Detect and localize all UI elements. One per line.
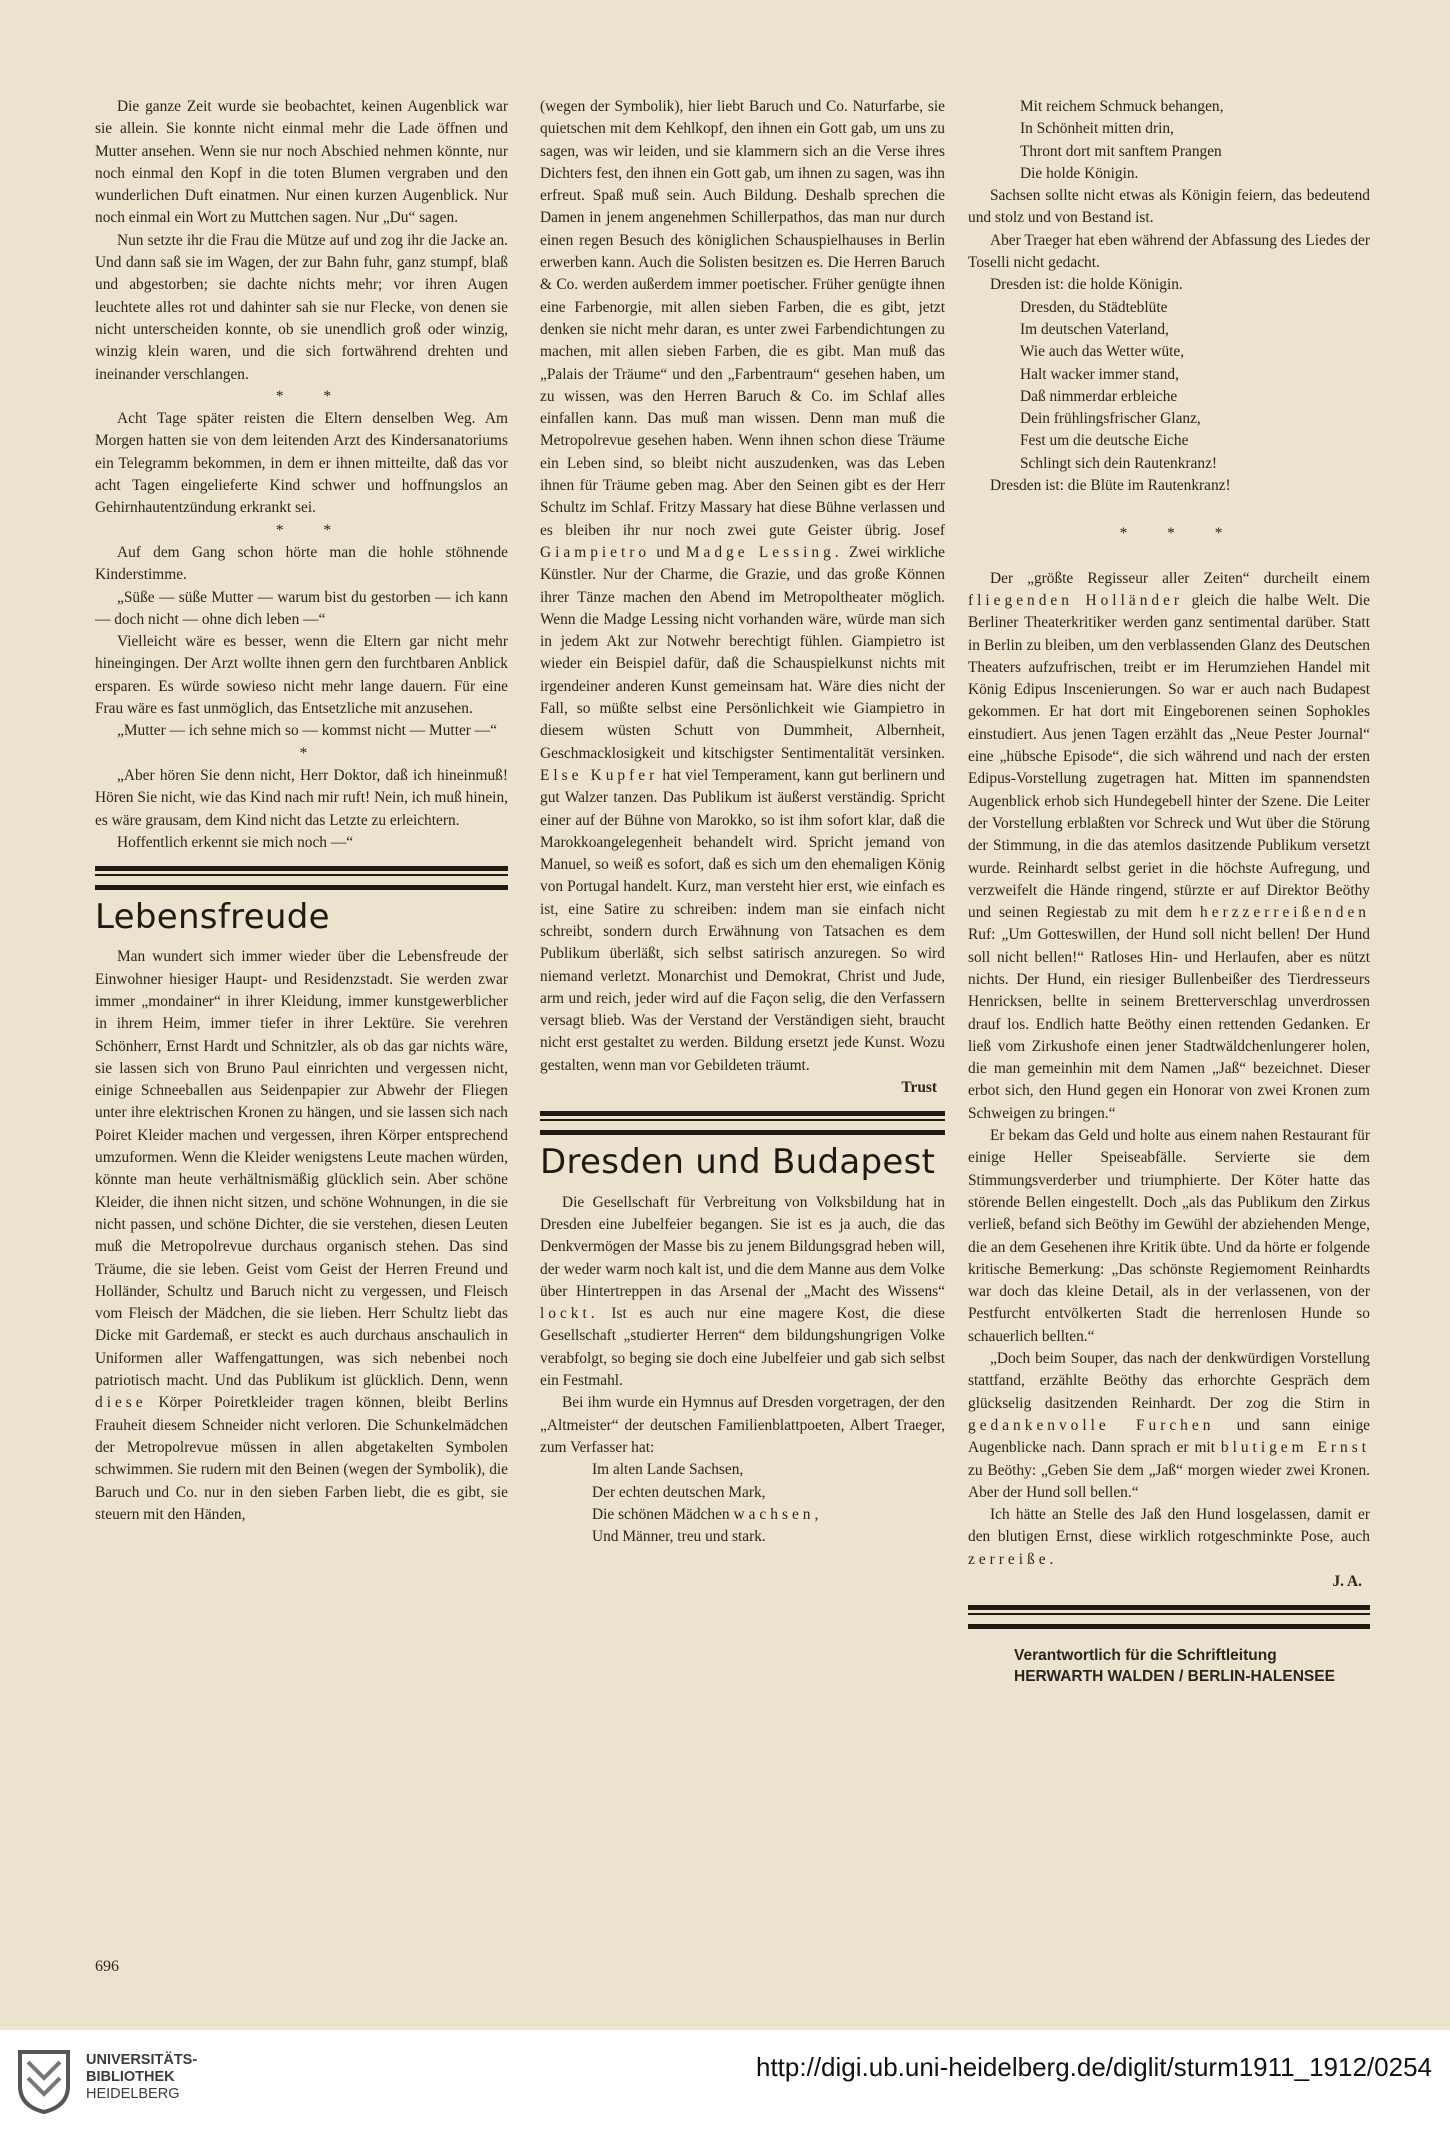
text-run: Der „größte Regisseur aller Zeiten“ durcheilt einem xyxy=(990,569,1370,587)
section-divider-stars: * xyxy=(299,744,326,762)
article-heading: Lebensfreude xyxy=(95,897,330,938)
paragraph: Er bekam das Geld und holte aus einem nahen Restaurant für einige Heller Speiseabfälle. Servierte sie dem Stimmungsverderber und triumphierte. Der Köter hatte das störende Bellen eingestellt. Doch „als das Publikum den Zirkus verließ, befand sich Beöthy im Gewühl der abziehenden Menge, die an dem Gesehenen ihre Kritik übte. Und da hörte er folgende kritische Bemerkung: „Das schönste Regiemoment Reinhardts war doch das kleine Detail, als in der verlassenen, von der Pestfurcht entvölkerten Stadt die herrenlosen Hunde so schauerlich bellten.“ xyxy=(968,1127,1370,1345)
institution-line: HEIDELBERG xyxy=(86,2086,180,2102)
text-run: gleich die halbe Welt. Die Berliner Theaterkritiker werden ganz sentimental darüber. Statt in Berlin zu bleiben, um den verblassenden Glanz des Deutschen Theaters aufzufrischen, treibt er im Herumziehen Handel mit König Edipus Inscenierungen. So war er auch nach Budapest gekommen. Er hat dort mit Eingeborenen seinen Sophokles einstudiert. Aus jenen Tagen erzählt das „Neue Pester Journal“ eine „hübsche Episode“, die sich während und nach der ersten Edipus-Vorstellung zugetragen hat. Mitten im spannendsten Augenblick erhob sich Hundegebell hinter der Szene. Die Leiter der Vorstellung erblaßten vor Schreck und Wut über die Störung der Stimmung, in die das atemlos dasitzende Publikum versetzt wurde. Reinhardt selbst geriet in die höchste Aufregung, und verzweifelt die Hände ringend, stürzte er auf Direktor Beöthy und seinen Regiestab zu mit dem xyxy=(968,591,1370,922)
university-library-logo-icon xyxy=(14,2048,74,2114)
paragraph: Acht Tage später reisten die Eltern denselben Weg. Am Morgen hatten sie von dem leitenden Arzt des Kindersanatoriums ein Telegramm bekommen, in dem er ihnen mitteilte, daß das vor acht Tagen eingelieferte Kind schwer und hoffnungslos an Gehirnhautentzündung erkrankt sei. xyxy=(95,410,508,517)
poem-line: Wie auch das Wetter wüte, xyxy=(1020,343,1185,361)
poem-line: Dresden, du Städteblüte xyxy=(1020,298,1168,316)
spaced-text: fliegenden Holländer xyxy=(968,591,1184,609)
paragraph xyxy=(968,1348,1370,1504)
paragraph xyxy=(95,946,508,1526)
paragraph: Hoffentlich erkennt sie mich noch —“ xyxy=(117,833,354,851)
text-run: hat viel Temperament, kann gut berlinern und gut Walzer tanzen. Das Publikum ist äußerst verständig. Spricht einer auf der Bühne von Marokko, so ist ihm sofort klar, daß die Marokkoangelegenheit behandelt wird. Spricht jemand von Manuel, so weiß es sofort, daß es sich um den ehemaligen König von Portugal handelt. Kurz, man versteht hier erst, wie einfach es ist, eine Satire zu schreiben: indem man sie einfach nicht schreibt, sondern durch Erwähnung von Tatsachen es dem Publikum überläßt, sich selbst satirisch anzuregen. So wird niemand verletzt. Monarchist und Demokrat, Christ und Jude, arm und reich, jeder wird auf die Façon selig, die den Verfassern versagt blieb. Was der Verstand der Verständigen sieht, braucht nicht erst gestaltet zu werden. Bildung ersetzt jede Kunst. Wozu gestalten, wenn man vor Gebildeten träumt. xyxy=(540,766,945,1074)
spaced-text: lockt. xyxy=(540,1305,599,1323)
paragraph: Auf dem Gang schon hörte man die hohle stöhnende Kinderstimme. xyxy=(95,543,508,584)
section-divider-stars: * * * xyxy=(1119,525,1241,543)
poem-line: Daß nimmerdar erbleiche xyxy=(1020,387,1178,405)
paragraph xyxy=(540,96,945,1077)
spaced-text: Giampietro xyxy=(540,543,651,561)
text-run: Zwei wirkliche Künstler. Nur der Charme, die Grazie, und das große Können ihrer Tänze machen den Abend im Metropoltheater möglich. Wenn die Madge Lessing nicht vorhanden wäre, würde man sich in jedem Akt zur Notwehr berechtigt fühlen. Giampietro ist wieder ein Beispiel dafür, daß die Schauspielkunst nichts mit irgendeiner anderen Kunst gemeinsam hat. Wäre dies nicht der Fall, so müßte selbst eine Persönlichkeit wie Giampietro in diesem wüsten Schutt von Dummheit, Albernheit, Geschmacklosigkeit und kitschigster Sentimentalität versinken. xyxy=(540,543,946,762)
article-heading: Dresden und Budapest xyxy=(540,1142,936,1183)
institution-line: BIBLIOTHEK xyxy=(86,2069,175,2085)
page-number: 696 xyxy=(95,1958,119,1975)
poem-line: In Schönheit mitten drin, xyxy=(1020,120,1174,138)
section-divider-stars: * * xyxy=(275,521,350,539)
poem-line: Fest um die deutsche Eiche xyxy=(1020,432,1189,450)
text-run: und sann einige Augenblicke nach. Dann sprach er mit xyxy=(968,1416,1370,1457)
text-run: „Doch beim Souper, das nach der denkwürdigen Vorstellung stattfand, erzählte Beöthy das erhorchte Gespräch dem glückselig dasitzenden Reinhardt. Der zog die Stirn in xyxy=(968,1350,1370,1412)
column-right xyxy=(968,96,1370,1687)
institution-line: UNIVERSITÄTS- xyxy=(86,2052,198,2068)
poem-stanza xyxy=(968,297,1370,475)
text-run: und xyxy=(656,543,680,561)
paragraph: Dresden ist: die Blüte im Rautenkranz! xyxy=(990,477,1231,495)
poem-line: Dein frühlingsfrischer Glanz, xyxy=(1020,410,1201,428)
poem-line: Halt wacker immer stand, xyxy=(1020,365,1179,383)
text-run: Ich hätte an Stelle des Jaß den Hund losgelassen, damit er den blutigen Ernst, diese wirklich rotgeschminkte Pose, auch xyxy=(968,1506,1370,1546)
text-run: Körper Poiretkleider tragen können, bleibt Berlins Frauheit diesem Schneider nicht verloren. Die Schunkelmädchen der Metropolrevue müssen in allen abgetakelten Symbolen schwimmen. Sie rudern mit den Beinen (wegen der Symbolik), die Baruch und Co. nur in den sieben Farben liebt, die es gibt, sie steuern mit den Händen, xyxy=(95,1394,509,1523)
poem-line: Schlingt sich dein Rautenkranz! xyxy=(1020,454,1218,472)
paragraph: Vielleicht wäre es besser, wenn die Eltern gar nicht mehr hineingingen. Der Arzt wollte ihnen gern den furchtbaren Anblick ersparen. Es würde sowieso nicht mehr lange dauern. Für eine Frau wäre es fast unmöglich, das Entsetzliche mit anzusehen. xyxy=(95,633,508,718)
institution-name xyxy=(86,2052,197,2103)
spaced-text: Madge Lessing. xyxy=(685,543,843,561)
paragraph: Aber Traeger hat eben während der Abfassung des Liedes der Toselli nicht gedacht. xyxy=(968,231,1370,272)
imprint-label: Verantwortlich für die Schriftleitung xyxy=(1014,1647,1277,1665)
poem-stanza xyxy=(540,1459,945,1548)
poem-line: Der echten deutschen Mark, xyxy=(592,1483,766,1501)
spaced-text: zerreiße. xyxy=(968,1550,1058,1568)
text-run: Die Gesellschaft für Verbreitung von Volksbildung hat in Dresden eine Jubelfeier begangen. Sie ist es ja auch, die das Denkvermögen der Masse bis zu jenem Bildungsgrad heben will, der weder warm noch kalt ist, und die dem Manne aus dem Volke über Hintertreppen in das Arsenal der „Macht des Wissens“ xyxy=(540,1193,945,1300)
article-separator-rule xyxy=(968,1605,1370,1629)
section-divider-stars: * * xyxy=(275,387,350,405)
paragraph: Bei ihm wurde ein Hymnus auf Dresden vorgetragen, der den „Altmeister“ der deutschen Familienblattpoeten, Albert Traeger, zum Verfasser hat: xyxy=(540,1394,945,1456)
paragraph: Die ganze Zeit wurde sie beobachtet, keinen Augenblick war sie allein. Sie konnte nicht einmal mehr die Lade öffnen und Mutter ansehen. Wenn sie nur noch Abschied nehmen könnte, nur noch einmal den Kopf in die toten Blumen vergraben und den wunderlichen Duft einatmen. Nur einen kurzen Augenblick. Nur noch einmal ein Wort zu Muttchen sagen. Nur „Du“ sagen. xyxy=(95,98,508,227)
poem-line: Im deutschen Vaterland, xyxy=(1020,320,1169,338)
text-run: zu Beöthy: „Geben Sie dem „Jaß“ morgen wieder zwei Kronen. Aber der Hund soll bellen.“ xyxy=(968,1461,1370,1501)
paragraph xyxy=(968,568,1370,1125)
poem-line: Im alten Lande Sachsen, xyxy=(592,1461,744,1479)
spaced-text: herzzerreißenden xyxy=(1200,904,1370,922)
imprint-publisher: HERWARTH WALDEN / BERLIN-HALENSEE xyxy=(1014,1668,1335,1686)
spaced-text: Else Kupfer xyxy=(540,766,659,784)
column-middle xyxy=(540,96,945,1548)
paragraph: „Aber hören Sie denn nicht, Herr Doktor, daß ich hineinmuß! Hören Sie nicht, wie das Kind nach mir ruft! Nein, ich muß hinein, es wäre grausam, dem Kind nicht das Letzte zu erleichtern. xyxy=(95,766,508,829)
spaced-text: diese xyxy=(95,1394,147,1412)
paragraph: Sachsen sollte nicht etwas als Königin feiern, das bedeutend und stolz und von Bestand ist. xyxy=(968,187,1370,227)
text-run: Ist es auch nur eine magere Kost, die diese Gesellschaft „studierter Herren“ dem bildungshungrigen Volke verabfolgt, so beging sie doch eine Jubelfeier und gab sich selbst ein Festmahl. xyxy=(540,1305,945,1390)
permalink-url[interactable]: http://digi.ub.uni-heidelberg.de/diglit/sturm1911_1912/0254 xyxy=(756,2052,1432,2082)
author-signature: J. A. xyxy=(1332,1573,1362,1590)
column-left xyxy=(95,96,508,1526)
poem-line: Thront dort mit sanftem Prangen xyxy=(1020,142,1222,160)
paragraph xyxy=(540,1192,945,1393)
spaced-text: gedankenvolle Furchen xyxy=(968,1416,1215,1434)
paragraph: Dresden ist: die holde Königin. xyxy=(990,276,1183,294)
library-footer xyxy=(0,2030,1450,2133)
poem-line: Mit reichem Schmuck behangen, xyxy=(1020,98,1224,115)
text-run: Die schönen Mädchen xyxy=(592,1505,730,1523)
article-separator-rule xyxy=(540,1111,945,1135)
paragraph: „Mutter — ich sehne mich so — kommst nicht — Mutter —“ xyxy=(117,722,498,740)
text-run: Man wundert sich immer wieder über die Lebensfreude der Einwohner hiesiger Haupt- und Residenzstadt. Sie werden zwar immer „mondainer“ in ihrer Kleidung, immer kunstgewerblicher in ihrem Heim, immer tiefer in ihrer Lektüre. Sie verehren Schönherr, Ernst Hardt und Schnitzler, als ob das gar nichts wäre, sie lassen sich von Bruno Paul einrichten und vergessen nicht, einige Schneeballen aus Seidenpapier zur Abwehr der Fliegen unter ihre elektrischen Kronen zu hängen, und sie lassen sich nach Poiret Kleider machen und vergessen, ihren Körper entsprechend umzuformen. Wenn die Kleider wenigstens Leute machen würden, könnte man heute verhältnismäßig glücklich sein. Aber schöne Kleider, die ihnen nicht sitzen, und schöne Wohnungen, in die sie nicht passen, und schöne Dichter, die sie verstehen, diesen Leuten muß die Metropolrevue durchaus organisch stehen. Das sind Träume, die sie leben. Geist vom Geist der Herren Freund und Holländer, Schultz und Baruch nicht zu vergessen, und Fleisch vom Fleisch der Mädchen, die sie lieben. Herr Schultz liebt das Dicke mit Gardemaß, er steckt es auch durchaus anschaulich in Uniformen aller Waffengattungen, was sich nebenbei noch patriotisch macht. Und das Publikum ist glücklich. Denn, wenn xyxy=(95,948,508,1390)
poem-stanza xyxy=(968,96,1370,185)
paragraph: „Süße — süße Mutter — warum bist du gestorben — ich kann — doch nicht — ohne dich leben —“ xyxy=(95,588,508,628)
poem-line xyxy=(592,1504,945,1526)
spaced-text: wachsen, xyxy=(733,1505,823,1523)
text-run: Ruf: „Um Gotteswillen, der Hund soll nicht bellen! Der Hund soll nicht bellen!“ Ratloses Hin- und Herlaufen, aber es nützt nichts. Der Hund, ein riesiger Bullenbeißer des Tierdresseurs Henricksen, bellte in seinem Bretterverschlag unverdrossen drauf los. Endlich hatte Beöthy einen rettenden Gedanken. Er ließ vom Zirkushofe einen jener Stadtwäldchenlungerer holen, die man gemeinhin mit dem Namen „Jaß“ bezeichnet. Dieser erbot sich, den Hund gegen ein Honorar von zwei Kronen zum Schweigen zu bringen.“ xyxy=(968,926,1370,1122)
text-run: (wegen der Symbolik), hier liebt Baruch und Co. Naturfarbe, sie quietschen mit dem Kehlkopf, den ihnen ein Gott gab, um uns zu sagen, was wir leiden, und sie klammern sich an die Verse ihres Dichters fest, den ihnen ein Gott gab, um ihnen zu sagen, was ihn erfreut. Spaß muß sein. Auch Bildung. Deshalb sprechen die Damen in jenem angenehmen Schillerpathos, das man nur durch einen regen Besuch des königlichen Schauspielhauses in Berlin erwerben kann. Auch die Solisten besitzen es. Die Herren Baruch & Co. werden außerdem immer poetischer. Früher genügte ihnen eine Farbenorgie, mit allen sieben Farben, die es gibt, jetzt denken sie nicht mehr daran, es unter zwei Farbendichtungen zu machen, mit allen sieben Farben, die es gibt. Man muß das „Palais der Träume“ und den „Farbentraum“ gesehen haben, um zu wissen, was den Herren Baruch & Co. im Schlaf alles einfallen kann. Das muß man wissen. Denn man muß die Metropolrevue gesehen haben. Wenn ihnen schon diese Träume ein Leben sind, so bleibt nicht auszudenken, was das Leben ihnen für Träume geben mag. Aber den Seinen gibt es der Herr Schultz im Schlaf. Fritzy Massary hat diese Bühne verlassen und es bleiben ihr nur noch zwei gute Geister übrig. Josef xyxy=(540,98,945,539)
poem-line: Die holde Königin. xyxy=(1020,164,1139,182)
article-separator-rule xyxy=(95,866,508,890)
poem-line: Und Männer, treu und stark. xyxy=(592,1528,766,1546)
paragraph: Nun setzte ihr die Frau die Mütze auf und zog ihr die Jacke an. Und dann saß sie im Wagen, der zur Bahn fuhr, ganz stumpf, blaß und abgestorben; sie dachte nichts mehr; vor ihren Augen leuchtete alles rot und dahinter sah sie nur Flecke, von denen sie nicht unterscheiden konnte, ob sie unendlich groß oder winzig, winzig klein waren, und die sich fortwährend drehten und ineinander verschlangen. xyxy=(95,231,508,383)
author-signature: Trust xyxy=(901,1079,937,1097)
paragraph xyxy=(968,1504,1370,1571)
spaced-text: blutigem Ernst xyxy=(1220,1439,1370,1457)
